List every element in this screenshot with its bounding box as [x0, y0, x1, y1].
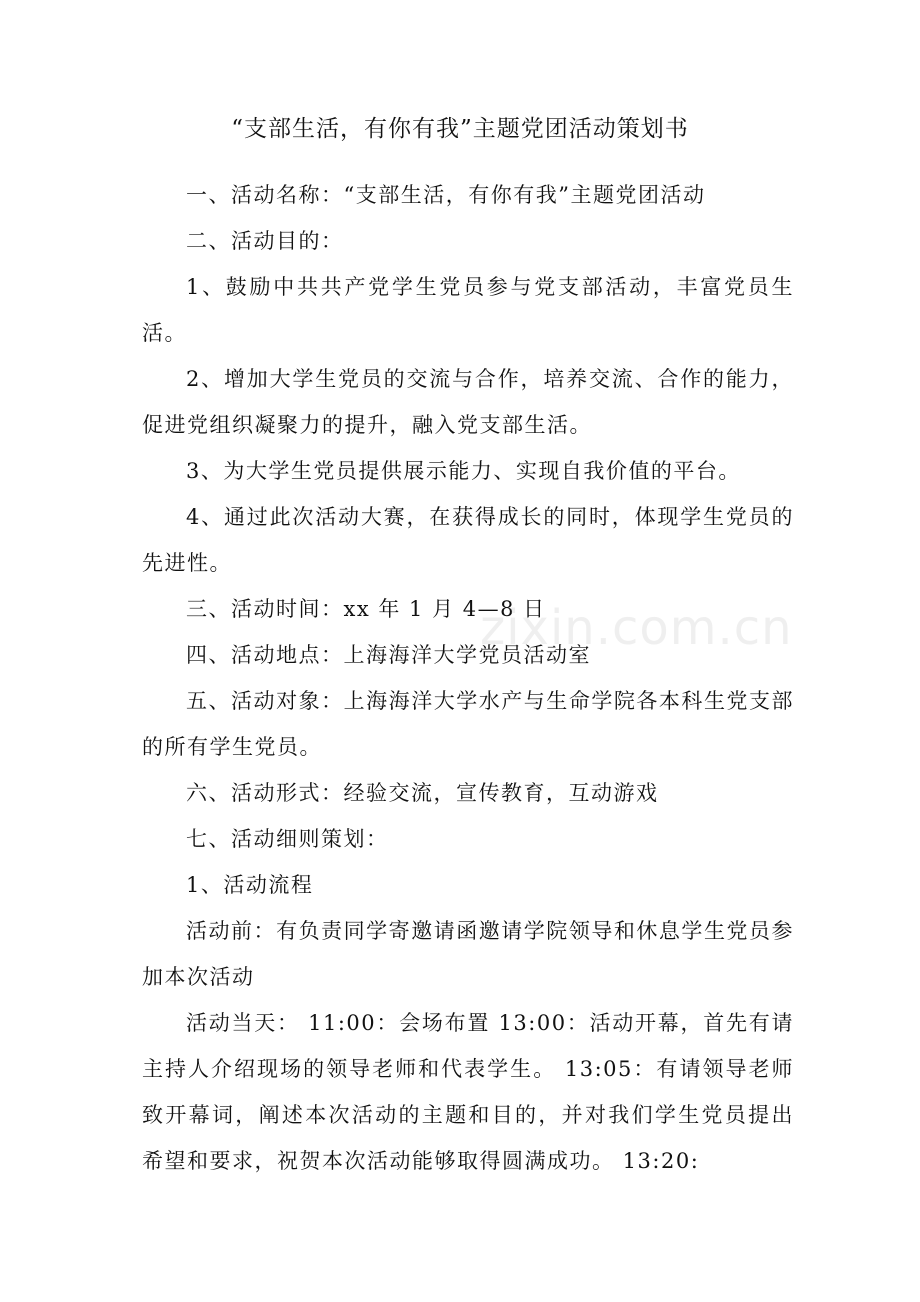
paragraph-activity-purpose: 二、活动目的： [186, 229, 344, 253]
document-body [142, 172, 794, 1184]
paragraph-before-activity: 活动前：有负责同学寄邀请函邀请学院领导和休息学生党员参加本次活动 [142, 919, 794, 989]
paragraph-activity-time: 三、活动时间：xx 年 1 月 4—8 日 [186, 597, 546, 621]
paragraph-purpose-3: 3、为大学生党员提供展示能力、实现自我价值的平台。 [186, 459, 741, 483]
paragraph-activity-target: 五、活动对象：上海海洋大学水产与生命学院各本科生党支部的所有学生党员。 [142, 689, 794, 759]
paragraph-activity-day: 活动当天： 11:00：会场布置 13:00：活动开幕，首先有请主持人介绍现场的领导老师和代表学生。 13:05：有请领导老师致开幕词，阐述本次活动的主题和目的，并对我们学生党员提出希望和要求，祝贺本次活动能够取得圆满成功。 13:20: [142, 1011, 794, 1173]
paragraph-purpose-4: 4、通过此次活动大赛，在获得成长的同时，体现学生党员的先进性。 [142, 505, 794, 575]
watermark: zixin.com.cn [480, 600, 793, 656]
paragraph-purpose-2: 2、增加大学生党员的交流与合作，培养交流、合作的能力，促进党组织凝聚力的提升，融入党支部生活。 [142, 367, 794, 437]
document-title: “支部生活，有你有我”主题党团活动策划书 [231, 116, 689, 142]
paragraph-activity-flow: 1、活动流程 [186, 873, 314, 897]
paragraph-activity-name: 一、活动名称：“支部生活，有你有我”主题党团活动 [186, 183, 706, 207]
paragraph-activity-details: 七、活动细则策划： [186, 827, 389, 851]
paragraph-purpose-1: 1、鼓励中共共产党学生党员参与党支部活动，丰富党员生活。 [142, 275, 794, 345]
paragraph-activity-location: 四、活动地点：上海海洋大学党员活动室 [186, 643, 591, 667]
paragraph-activity-format: 六、活动形式：经验交流，宣传教育，互动游戏 [186, 781, 659, 805]
